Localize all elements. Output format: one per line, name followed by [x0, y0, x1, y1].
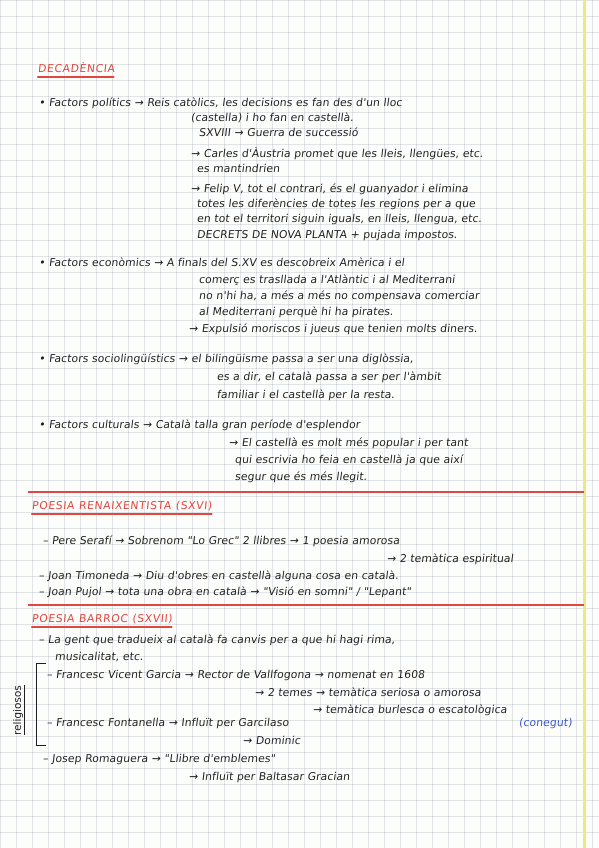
note-line: • Factors culturals → Català talla gran període d'esplendor — [38, 418, 362, 431]
note-line: no n'hi ha, a més a més no compensava comerciar — [198, 289, 481, 302]
section-heading-text: POESIA BARROC (SXVII) — [31, 612, 174, 625]
note-line: – La gent que tradueix al català fa canvis per a que hi hagi rima, — [38, 633, 397, 646]
note-line: qui escrivia ho feia en castellà ja que així — [234, 453, 464, 466]
section-divider — [28, 491, 584, 493]
note-line: • Factors econòmics → A finals del S.XV es descobreix Amèrica i el — [38, 256, 406, 269]
note-line: → Dominic — [242, 734, 302, 747]
note-line: – Joan Timoneda → Diu d'obres en castellà alguna cosa en català. — [38, 569, 400, 582]
note-line: es a dir, el català passa a ser per l'àmbit — [216, 370, 443, 383]
note-line: – Francesc Vicent Garcia → Rector de Vallfogona → nomenat en 1608 — [46, 668, 426, 681]
note-line: en tot el territori siguin iguals, en lleis, llengua, etc. — [196, 212, 483, 225]
note-line: → temàtica burlesca o escatològica — [312, 703, 509, 716]
note-line: al Mediterrani perquè hi ha pirates. — [198, 305, 395, 318]
note-conegut: (conegut) — [518, 716, 574, 729]
note-line: → 2 temes → temàtica seriosa o amorosa — [254, 686, 483, 699]
note-line: → El castellà es molt més popular i per tant — [228, 436, 470, 449]
note-line: • Factors polítics → Reis catòlics, les decisions es fan des d'un lloc — [38, 96, 404, 109]
note-line: → Felip V, tot el contrari, és el guanyador i elimina — [190, 182, 470, 195]
note-line: – Joan Pujol → tota una obra en català → "Visió en somni" / "Lepant" — [38, 585, 413, 598]
note-line: (castella) i ho fan en castellà. — [190, 111, 355, 124]
page-margin-line — [583, 0, 586, 848]
note-line: – Pere Serafí → Sobrenom "Lo Grec" 2 llibres → 1 poesia amorosa — [42, 534, 401, 547]
section-divider — [28, 604, 584, 606]
note-line: segur que és més llegit. — [234, 470, 369, 483]
note-line: familiar i el castellà per la resta. — [216, 388, 396, 401]
section-heading-poesia-renaixentista — [31, 499, 213, 515]
section-heading-decadencia — [37, 62, 116, 78]
note-line: comerç es trasllada a l'Atlàntic i al Mediterrani — [198, 273, 457, 286]
note-line: – Josep Romaguera → "Llibre d'emblemes" — [42, 752, 277, 765]
section-heading-poesia-barroc — [31, 612, 174, 628]
religiosos-bracket — [36, 663, 46, 746]
note-line: totes les diferències de totes les regions per a que — [196, 197, 477, 210]
note-line: • Factors sociolingüístics → el bilingüisme passa a ser una diglòssia, — [38, 352, 415, 365]
note-line: DECRETS DE NOVA PLANTA + pujada impostos. — [196, 228, 459, 241]
section-heading-text: POESIA RENAIXENTISTA (SXVI) — [31, 499, 214, 512]
note-line: es mantindrien — [196, 162, 281, 175]
note-line: → 2 temàtica espiritual — [386, 552, 515, 565]
side-label-religiosos: religiosos — [12, 685, 24, 735]
note-line: SXVIII → Guerra de successió — [198, 126, 360, 139]
note-line: → Influït per Baltasar Gracian — [188, 770, 351, 783]
note-line: – Francesc Fontanella → Influït per Garcilaso — [46, 716, 291, 729]
note-line: musicalitat, etc. — [54, 650, 145, 663]
section-heading-text: DECADÈNCIA — [37, 62, 117, 75]
note-line: → Carles d'Àustria promet que les lleis, llengües, etc. — [190, 147, 485, 160]
note-line: → Expulsió moriscos i jueus que tenien molts diners. — [188, 322, 479, 335]
